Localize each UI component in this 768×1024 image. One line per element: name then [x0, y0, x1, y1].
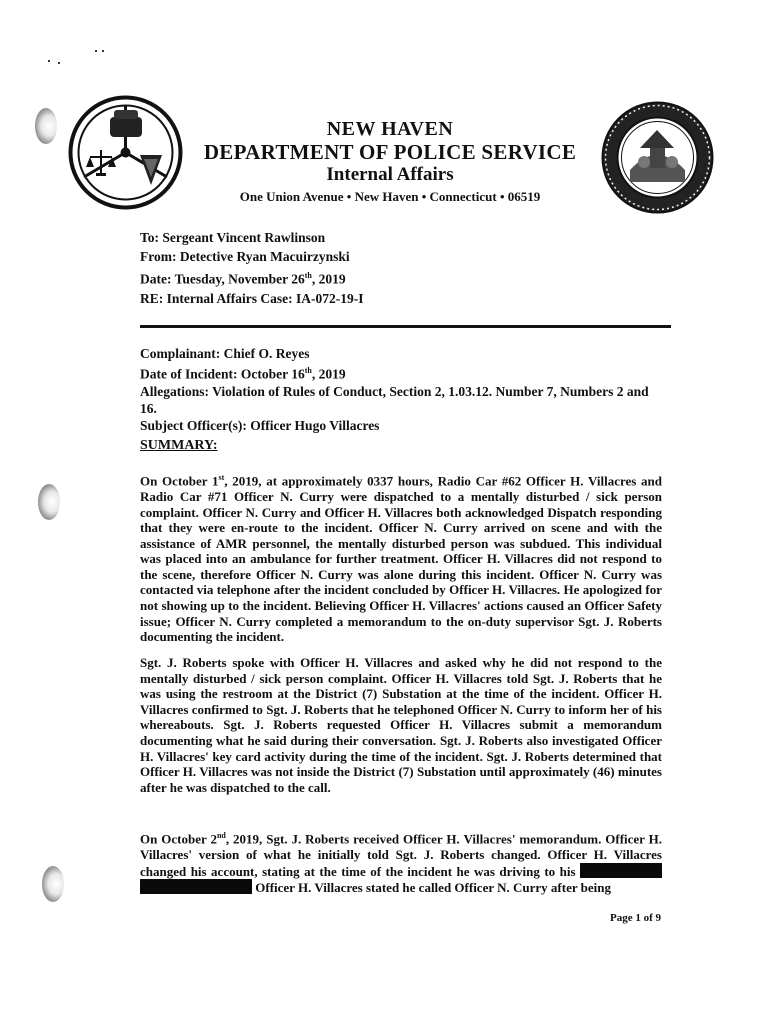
- redaction-bar: [580, 863, 662, 878]
- letterhead-address: One Union Avenue • New Haven • Connecticut • 06519: [239, 189, 541, 204]
- complainant: Complainant: Chief O. Reyes: [140, 346, 310, 361]
- letterhead: [190, 118, 590, 206]
- scan-speck: [102, 50, 104, 52]
- letterhead-unit: Internal Affairs: [326, 164, 454, 185]
- p1-text-b: , 2019, at approximately 0337 hours, Radio Car #62 Officer H. Villacres and Radio Car #71 Officer N. Curry were dispatched to a mentally disturbed / sick person complaint. Officer N. Curry and Officer H. Villacres both acknowledged Dispatch responding that they were en-route to the incident. Officer N. Curry arrived on scene and with the assistance of AMR personnel, the mentally disturbed person was subdued. This individual was placed into an ambulance for further treatment. Officer H. Villacres did not respond to the scene, therefore Officer N. Curry was alone during this incident. Officer N. Curry was contacted via telephone after the incident concluded by Officer H. Villacres. He apologized for not showing up to the incident. Believing Officer H. Villacres' actions caused an Officer Safety issue; Officer N. Curry completed a memorandum to the on-duty supervisor Sgt. J. Roberts documenting the incident.: [140, 473, 662, 645]
- summary-paragraph-3: [140, 828, 662, 896]
- subject-officer: Subject Officer(s): Officer Hugo Villacres: [140, 417, 380, 433]
- memo-re: RE: Internal Affairs Case: IA-072-19-I: [140, 290, 364, 306]
- case-details: [140, 345, 660, 434]
- date-of-incident: [140, 362, 660, 383]
- memo-from: From: Detective Ryan Macuirzynski: [140, 249, 350, 264]
- p3-text-c: Officer H. Villacres stated he called Officer N. Curry after being: [252, 880, 611, 896]
- p3-sup: nd: [216, 831, 226, 840]
- scan-speck: [58, 62, 60, 64]
- incident-date-year: , 2019: [311, 366, 346, 382]
- memo-date-sup: th: [304, 271, 312, 280]
- summary-heading: SUMMARY:: [140, 438, 218, 453]
- memo-date: [140, 266, 660, 289]
- p3-text-b: , 2019, Sgt. J. Roberts received Officer H. Villacres' memorandum. Officer H. Villacres' version of what he initially told Sgt. J. Roberts changed. Officer H. Villacres changed his account, stating at the time of the incident he was driving to his: [140, 831, 662, 879]
- letterhead-city: NEW HAVEN: [326, 118, 454, 140]
- city-seal-icon: [600, 100, 715, 215]
- allegations: Allegations: Violation of Rules of Conduct, Section 2, 1.03.12. Number 7, Numbers 2 and 16.: [140, 383, 649, 416]
- redaction-bar: [140, 879, 252, 894]
- summary-paragraph-2: Sgt. J. Roberts spoke with Officer H. Villacres and asked why he did not respond to the mentally disturbed / sick person complaint. Officer H. Villacres told Sgt. J. Roberts that he was using the restroom at the District (7) Substation at the time of the incident. Officer H. Villacres confirmed to Sgt. J. Roberts that he telephoned Officer N. Curry to inform her of his whereabouts. Sgt. J. Roberts requested Officer H. Villacres submit a memorandum documenting what he said during their conversation. Sgt. J. Roberts also investigated Officer H. Villacres' key card activity during the time of the incident. Sgt. J. Roberts determined that Officer H. Villacres was not inside the District (7) Substation until approximately (46) minutes after he was dispatched to the call.: [140, 655, 662, 795]
- incident-date-sup: th: [304, 366, 312, 375]
- memo-to: To: Sergeant Vincent Rawlinson: [140, 230, 326, 245]
- punch-hole: [42, 866, 64, 902]
- punch-hole: [38, 484, 60, 520]
- scan-speck: [48, 60, 50, 62]
- p3-text-a: On October 2: [140, 831, 217, 847]
- p1-sup: st: [218, 473, 225, 482]
- memo-date-text: Date: Tuesday, November 26: [140, 271, 305, 287]
- p1-text-a: On October 1: [140, 473, 219, 489]
- letterhead-department: DEPARTMENT OF POLICE SERVICE: [203, 140, 577, 164]
- summary-paragraph-1: [140, 470, 662, 645]
- police-emblem-icon: [68, 95, 183, 210]
- memo-header: [140, 228, 660, 308]
- page-number: Page 1 of 9: [610, 912, 662, 924]
- incident-date-text: Date of Incident: October 16: [140, 366, 305, 382]
- punch-hole: [35, 108, 57, 144]
- header-divider: [140, 325, 671, 328]
- scan-speck: [95, 50, 97, 52]
- memo-date-year: , 2019: [311, 271, 346, 287]
